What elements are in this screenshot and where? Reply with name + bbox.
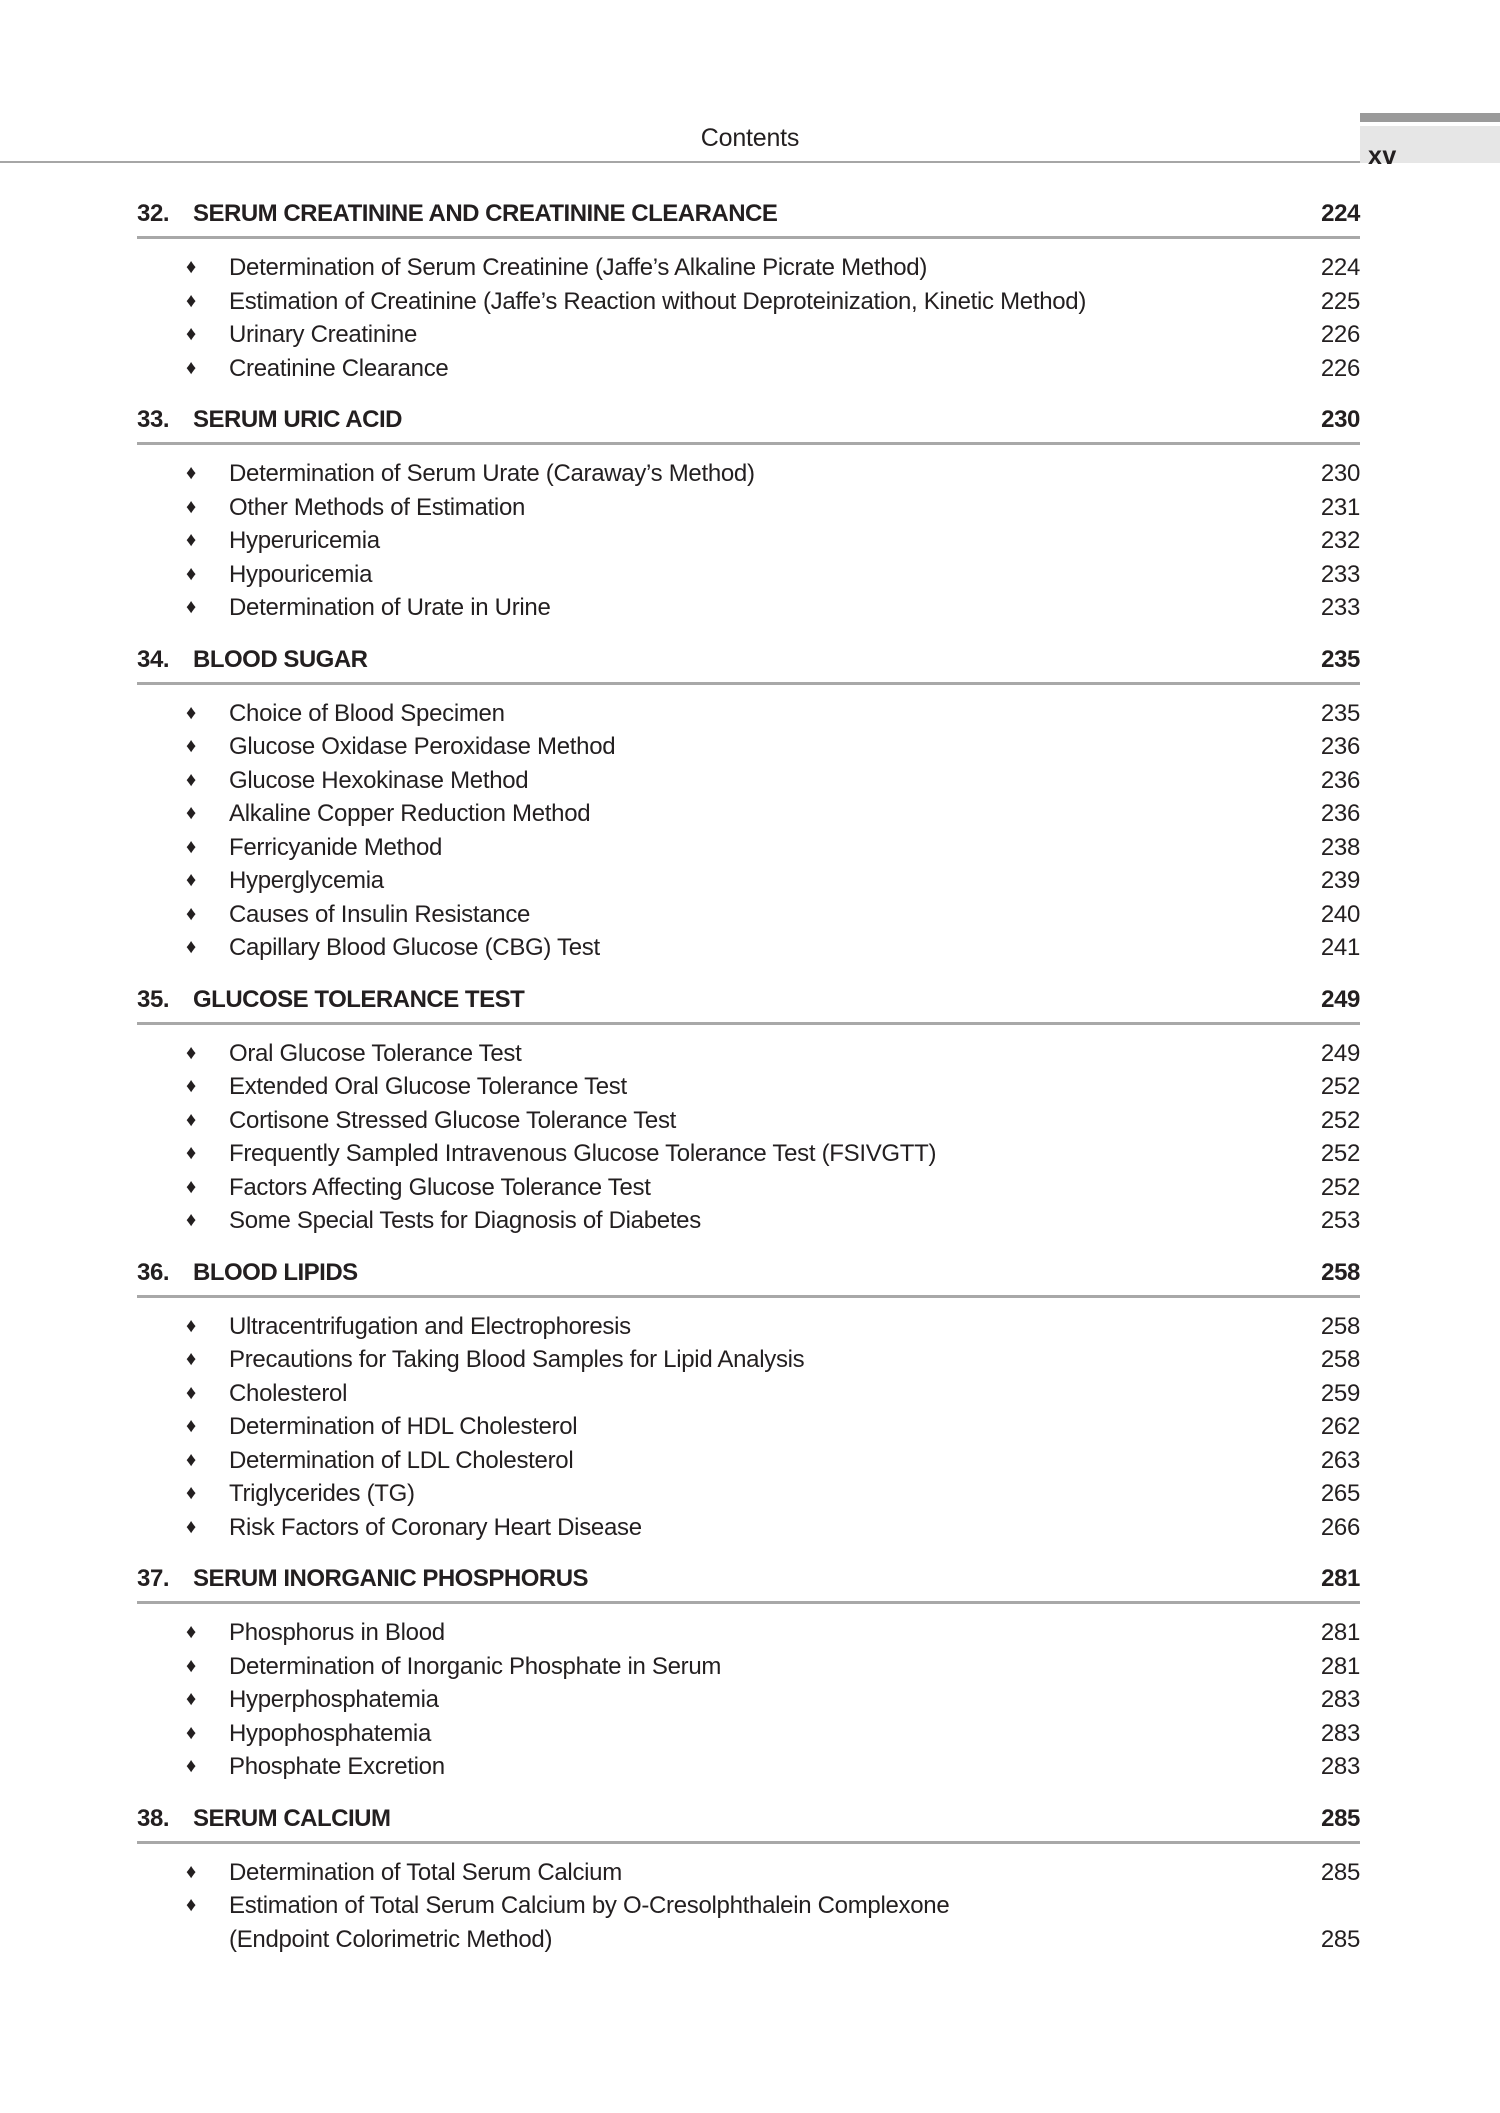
entry-title-line: Choice of Blood Specimen xyxy=(229,699,505,727)
chapter-heading[interactable] xyxy=(137,642,1360,685)
toc-entry[interactable] xyxy=(137,764,1360,798)
entry-title-line: Causes of Insulin Resistance xyxy=(229,900,531,928)
entry-title-line: Precautions for Taking Blood Samples for Lipid Analysis xyxy=(229,1346,805,1373)
entry-title xyxy=(229,558,1290,592)
chapter-title: BLOOD SUGAR xyxy=(193,645,368,673)
diamond-bullet-icon: ♦ xyxy=(186,835,196,858)
entry-title xyxy=(229,251,1290,285)
toc-entry[interactable] xyxy=(137,1104,1360,1138)
entry-title xyxy=(229,1511,1290,1545)
entry-title-line: Estimation of Total Serum Calcium by O-Cresolphthalein Complexone xyxy=(229,1892,950,1919)
entry-page-number: 281 xyxy=(1320,1619,1360,1646)
entry-title xyxy=(229,1037,1290,1071)
folio-tab-bar xyxy=(1360,113,1500,122)
entry-title-line: Hyperuricemia xyxy=(229,527,380,554)
toc-entry[interactable] xyxy=(137,1616,1360,1650)
chapter-title: SERUM CREATININE AND CREATININE CLEARANCE xyxy=(193,200,778,227)
entry-title-line: Some Special Tests for Diagnosis of Diabetes xyxy=(229,1207,701,1234)
entry-title-line: Creatinine Clearance xyxy=(229,354,449,382)
toc-chapter xyxy=(137,1801,1360,1957)
toc-entry[interactable] xyxy=(137,1410,1360,1444)
folio-tab xyxy=(1360,113,1500,170)
toc-chapter xyxy=(137,642,1360,965)
diamond-bullet-icon: ♦ xyxy=(186,1894,196,1916)
table-of-contents xyxy=(137,196,1360,1973)
entry-title xyxy=(229,352,1290,386)
entry-page-number: 238 xyxy=(1320,833,1360,861)
toc-entry[interactable] xyxy=(137,1511,1360,1545)
diamond-bullet-icon: ♦ xyxy=(186,1688,196,1710)
chapter-topics xyxy=(137,239,1360,385)
entry-title-line: Hyperphosphatemia xyxy=(229,1686,439,1713)
toc-entry[interactable] xyxy=(137,558,1360,592)
entry-title-line: Alkaline Copper Reduction Method xyxy=(229,800,591,827)
chapter-number: 34. xyxy=(137,645,170,673)
entry-title-line: Other Methods of Estimation xyxy=(229,493,526,521)
chapter-number: 33. xyxy=(137,406,170,433)
toc-entry[interactable] xyxy=(137,931,1360,965)
diamond-bullet-icon: ♦ xyxy=(186,1142,196,1164)
entry-page-number: 253 xyxy=(1320,1207,1360,1234)
entry-title xyxy=(229,457,1290,491)
entry-page-number: 233 xyxy=(1320,594,1360,621)
entry-title-line: Ferricyanide Method xyxy=(229,833,443,861)
diamond-bullet-icon: ♦ xyxy=(186,1515,196,1538)
diamond-bullet-icon: ♦ xyxy=(186,495,196,518)
entry-title-line: Glucose Oxidase Peroxidase Method xyxy=(229,733,616,760)
entry-title-line: Hypophosphatemia xyxy=(229,1719,432,1747)
chapter-number: 36. xyxy=(137,1258,170,1286)
toc-chapter xyxy=(137,196,1360,385)
entry-page-number: 252 xyxy=(1320,1173,1360,1201)
diamond-bullet-icon: ♦ xyxy=(186,936,196,958)
entry-page-number: 239 xyxy=(1320,867,1360,894)
chapter-title: GLUCOSE TOLERANCE TEST xyxy=(193,985,525,1013)
toc-chapter xyxy=(137,402,1360,625)
toc-entry[interactable] xyxy=(137,591,1360,625)
toc-entry[interactable] xyxy=(137,457,1360,491)
toc-entry[interactable] xyxy=(137,1310,1360,1344)
chapter-topics xyxy=(137,1844,1360,1957)
toc-entry[interactable] xyxy=(137,491,1360,525)
entry-title xyxy=(229,1444,1290,1478)
entry-title-line: Risk Factors of Coronary Heart Disease xyxy=(229,1513,642,1541)
toc-entry[interactable] xyxy=(137,1750,1360,1784)
diamond-bullet-icon: ♦ xyxy=(186,1108,196,1131)
entry-title xyxy=(229,1717,1290,1751)
diamond-bullet-icon: ♦ xyxy=(186,735,196,757)
toc-entry[interactable] xyxy=(137,864,1360,898)
chapter-title: SERUM CALCIUM xyxy=(193,1804,391,1832)
toc-entry[interactable] xyxy=(137,730,1360,764)
entry-page-number: 252 xyxy=(1320,1073,1360,1100)
chapter-heading[interactable] xyxy=(137,402,1360,445)
running-title: Contents xyxy=(700,124,800,152)
entry-title xyxy=(229,730,1290,764)
toc-entry[interactable] xyxy=(137,1683,1360,1717)
diamond-bullet-icon: ♦ xyxy=(186,1482,196,1504)
toc-chapter xyxy=(137,1255,1360,1545)
chapter-title: SERUM INORGANIC PHOSPHORUS xyxy=(193,1565,589,1592)
entry-title xyxy=(229,1410,1290,1444)
chapter-page-number: 249 xyxy=(1321,985,1360,1013)
entry-page-number: 232 xyxy=(1320,527,1360,554)
entry-title xyxy=(229,1377,1290,1411)
entry-title xyxy=(229,318,1290,352)
entry-title-line: Determination of Inorganic Phosphate in Serum xyxy=(229,1652,722,1680)
header-rule xyxy=(0,161,1360,163)
entry-title xyxy=(229,1650,1290,1684)
folio-tab-box xyxy=(1360,126,1500,170)
chapter-number: 38. xyxy=(137,1804,170,1832)
diamond-bullet-icon: ♦ xyxy=(186,596,196,618)
entry-page-number: 262 xyxy=(1320,1413,1360,1440)
toc-chapter xyxy=(137,982,1360,1238)
entry-title xyxy=(229,1856,1290,1890)
diamond-bullet-icon: ♦ xyxy=(186,1348,196,1370)
entry-title xyxy=(229,764,1290,798)
chapter-topics xyxy=(137,1298,1360,1545)
entry-title-line: Cholesterol xyxy=(229,1379,348,1407)
entry-title-line: Urinary Creatinine xyxy=(229,321,418,348)
entry-title xyxy=(229,591,1290,625)
toc-entry[interactable] xyxy=(137,1137,1360,1171)
toc-entry[interactable] xyxy=(137,285,1360,319)
entry-title-line: Capillary Blood Glucose (CBG) Test xyxy=(229,934,600,961)
diamond-bullet-icon: ♦ xyxy=(186,902,196,925)
entry-page-number: 281 xyxy=(1320,1652,1360,1680)
diamond-bullet-icon: ♦ xyxy=(186,1448,196,1471)
entry-page-number: 236 xyxy=(1320,733,1360,760)
diamond-bullet-icon: ♦ xyxy=(186,1654,196,1677)
chapter-topics xyxy=(137,1025,1360,1238)
entry-title xyxy=(229,1310,1290,1344)
entry-page-number: 226 xyxy=(1320,354,1360,382)
entry-page-number: 233 xyxy=(1320,560,1360,588)
entry-title xyxy=(229,931,1290,965)
toc-entry[interactable] xyxy=(137,524,1360,558)
toc-entry[interactable] xyxy=(137,1037,1360,1071)
entry-title-line: Extended Oral Glucose Tolerance Test xyxy=(229,1073,627,1100)
diamond-bullet-icon: ♦ xyxy=(186,1755,196,1777)
diamond-bullet-icon: ♦ xyxy=(186,1381,196,1404)
entry-page-number: 249 xyxy=(1320,1039,1360,1067)
entry-title xyxy=(229,1204,1290,1238)
toc-entry[interactable] xyxy=(137,1343,1360,1377)
entry-title xyxy=(229,898,1290,932)
diamond-bullet-icon: ♦ xyxy=(186,323,196,345)
entry-title xyxy=(229,1889,1290,1956)
entry-page-number: 259 xyxy=(1320,1379,1360,1407)
chapter-heading[interactable] xyxy=(137,1561,1360,1604)
diamond-bullet-icon: ♦ xyxy=(186,1415,196,1437)
toc-entry[interactable] xyxy=(137,1477,1360,1511)
entry-title-line: Determination of Urate in Urine xyxy=(229,594,551,621)
entry-title-line: Ultracentrifugation and Electrophoresis xyxy=(229,1312,631,1340)
toc-entry[interactable] xyxy=(137,1070,1360,1104)
toc-chapter xyxy=(137,1561,1360,1784)
diamond-bullet-icon: ♦ xyxy=(186,869,196,891)
entry-title-line: Oral Glucose Tolerance Test xyxy=(229,1039,522,1067)
entry-page-number: 235 xyxy=(1320,699,1360,727)
diamond-bullet-icon: ♦ xyxy=(186,1621,196,1643)
entry-page-number: 224 xyxy=(1320,254,1360,281)
entry-title xyxy=(229,1070,1290,1104)
entry-title-line: Estimation of Creatinine (Jaffe’s Reaction without Deproteinization, Kinetic Method) xyxy=(229,287,1087,315)
toc-entry[interactable] xyxy=(137,1717,1360,1751)
entry-title-line: Phosphorus in Blood xyxy=(229,1619,445,1646)
entry-page-number: 265 xyxy=(1320,1480,1360,1507)
chapter-topics xyxy=(137,445,1360,625)
toc-entry[interactable] xyxy=(137,697,1360,731)
page-number: xv xyxy=(1368,142,1397,170)
diamond-bullet-icon: ♦ xyxy=(186,529,196,551)
diamond-bullet-icon: ♦ xyxy=(186,1721,196,1744)
toc-entry[interactable] xyxy=(137,352,1360,386)
entry-page-number: 226 xyxy=(1320,321,1360,348)
diamond-bullet-icon: ♦ xyxy=(186,1314,196,1337)
diamond-bullet-icon: ♦ xyxy=(186,768,196,791)
diamond-bullet-icon: ♦ xyxy=(186,1860,196,1883)
entry-title-line: Determination of HDL Cholesterol xyxy=(229,1413,578,1440)
toc-entry[interactable] xyxy=(137,1889,1360,1956)
entry-title xyxy=(229,1137,1290,1171)
entry-title xyxy=(229,1171,1290,1205)
diamond-bullet-icon: ♦ xyxy=(186,1041,196,1064)
toc-entry[interactable] xyxy=(137,1856,1360,1890)
entry-title-line: Determination of Serum Urate (Caraway’s Method) xyxy=(229,460,755,487)
diamond-bullet-icon: ♦ xyxy=(186,1175,196,1198)
chapter-heading[interactable] xyxy=(137,1801,1360,1844)
entry-title xyxy=(229,1477,1290,1511)
chapter-number: 37. xyxy=(137,1565,170,1592)
toc-entry[interactable] xyxy=(137,318,1360,352)
diamond-bullet-icon: ♦ xyxy=(186,802,196,824)
diamond-bullet-icon: ♦ xyxy=(186,289,196,312)
entry-title-line: Determination of LDL Cholesterol xyxy=(229,1446,574,1474)
entry-title-line: Determination of Total Serum Calcium xyxy=(229,1858,622,1886)
chapter-topics xyxy=(137,685,1360,965)
entry-title-line: Glucose Hexokinase Method xyxy=(229,766,529,794)
diamond-bullet-icon: ♦ xyxy=(186,256,196,278)
entry-title-line: Determination of Serum Creatinine (Jaffe’s Alkaline Picrate Method) xyxy=(229,254,928,281)
diamond-bullet-icon: ♦ xyxy=(186,701,196,724)
diamond-bullet-icon: ♦ xyxy=(186,1209,196,1231)
entry-page-number: 285 xyxy=(1320,1925,1360,1953)
entry-page-number: 266 xyxy=(1320,1513,1360,1541)
entry-page-number: 285 xyxy=(1320,1858,1360,1886)
chapter-page-number: 224 xyxy=(1321,200,1360,227)
entry-page-number: 225 xyxy=(1320,287,1360,315)
toc-entry[interactable] xyxy=(137,1377,1360,1411)
running-head xyxy=(0,112,1500,170)
toc-entry[interactable] xyxy=(137,1171,1360,1205)
chapter-number: 35. xyxy=(137,985,170,1013)
toc-entry[interactable] xyxy=(137,1204,1360,1238)
diamond-bullet-icon: ♦ xyxy=(186,356,196,379)
entry-page-number: 283 xyxy=(1320,1753,1360,1780)
toc-entry[interactable] xyxy=(137,1444,1360,1478)
entry-title xyxy=(229,1683,1290,1717)
entry-title-line: Factors Affecting Glucose Tolerance Test xyxy=(229,1173,651,1201)
entry-title-line: Cortisone Stressed Glucose Tolerance Test xyxy=(229,1106,677,1134)
entry-page-number: 240 xyxy=(1320,900,1360,928)
entry-page-number: 230 xyxy=(1320,460,1360,487)
entry-title xyxy=(229,697,1290,731)
entry-title xyxy=(229,524,1290,558)
entry-title-line: Triglycerides (TG) xyxy=(229,1480,415,1507)
entry-page-number: 252 xyxy=(1320,1106,1360,1134)
chapter-page-number: 230 xyxy=(1321,406,1360,433)
diamond-bullet-icon: ♦ xyxy=(186,462,196,484)
entry-title-line: Hyperglycemia xyxy=(229,867,384,894)
entry-page-number: 258 xyxy=(1320,1312,1360,1340)
toc-entry[interactable] xyxy=(137,831,1360,865)
entry-title xyxy=(229,1616,1290,1650)
entry-page-number: 283 xyxy=(1320,1686,1360,1713)
entry-title-line: Hypouricemia xyxy=(229,560,373,588)
entry-title xyxy=(229,1750,1290,1784)
diamond-bullet-icon: ♦ xyxy=(186,1075,196,1097)
chapter-number: 32. xyxy=(137,200,170,227)
toc-entry[interactable] xyxy=(137,797,1360,831)
toc-entry[interactable] xyxy=(137,898,1360,932)
entry-page-number: 252 xyxy=(1320,1140,1360,1167)
chapter-title: BLOOD LIPIDS xyxy=(193,1258,358,1286)
chapter-page-number: 285 xyxy=(1321,1804,1360,1832)
entry-page-number: 231 xyxy=(1320,493,1360,521)
chapter-heading[interactable] xyxy=(137,1255,1360,1298)
entry-title-line: Frequently Sampled Intravenous Glucose Tolerance Test (FSIVGTT) xyxy=(229,1140,937,1167)
entry-page-number: 258 xyxy=(1320,1346,1360,1373)
toc-entry[interactable] xyxy=(137,251,1360,285)
entry-title xyxy=(229,797,1290,831)
diamond-bullet-icon: ♦ xyxy=(186,562,196,585)
entry-title xyxy=(229,285,1290,319)
chapter-heading[interactable] xyxy=(137,982,1360,1025)
chapter-title: SERUM URIC ACID xyxy=(193,406,402,433)
chapter-topics xyxy=(137,1604,1360,1784)
entry-page-number: 283 xyxy=(1320,1719,1360,1747)
entry-page-number: 236 xyxy=(1320,766,1360,794)
entry-title xyxy=(229,831,1290,865)
entry-title xyxy=(229,1104,1290,1138)
entry-title-line: Phosphate Excretion xyxy=(229,1753,445,1780)
entry-page-number: 236 xyxy=(1320,800,1360,827)
chapter-heading[interactable] xyxy=(137,196,1360,239)
chapter-page-number: 281 xyxy=(1321,1565,1360,1592)
chapter-page-number: 258 xyxy=(1321,1258,1360,1286)
entry-page-number: 241 xyxy=(1320,934,1360,961)
chapter-page-number: 235 xyxy=(1321,645,1360,673)
entry-title xyxy=(229,1343,1290,1377)
entry-title-continuation: (Endpoint Colorimetric Method) xyxy=(229,1925,553,1953)
entry-page-number: 263 xyxy=(1320,1446,1360,1474)
entry-title xyxy=(229,491,1290,525)
toc-entry[interactable] xyxy=(137,1650,1360,1684)
entry-title xyxy=(229,864,1290,898)
